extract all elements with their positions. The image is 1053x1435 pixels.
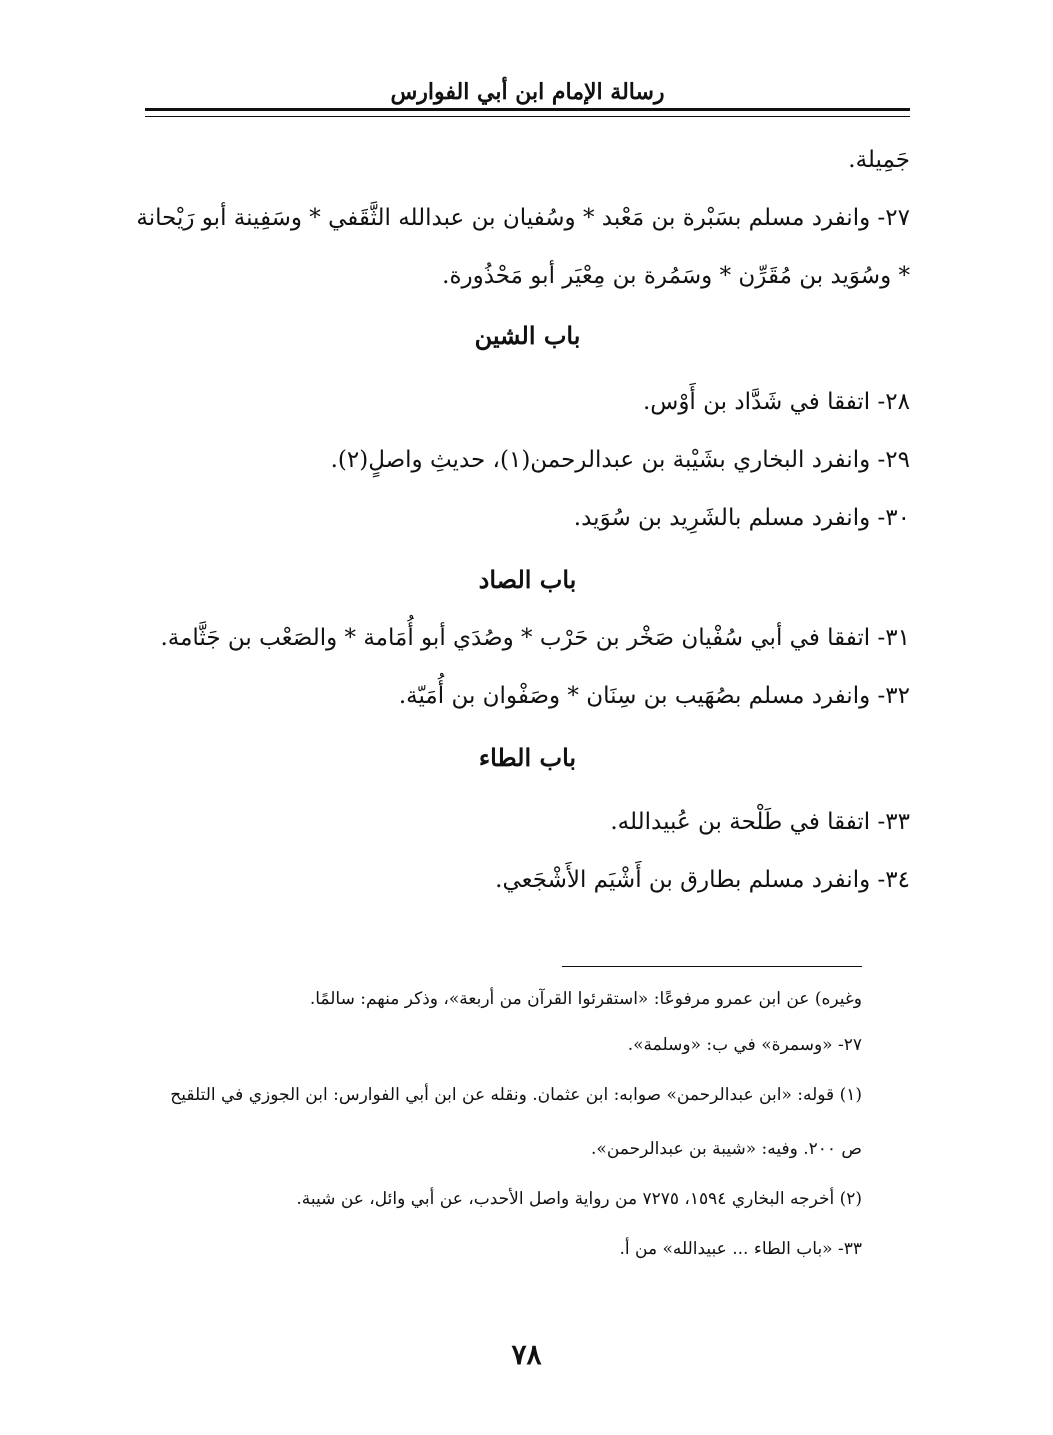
text-line: ٣١- اتفقا في أبي سُفْيان صَخْر بن حَرْب * وصُدَي أبو أُمَامة * والصَعْب بن جَثَّامة. (160, 625, 910, 651)
section-heading-saad: باب الصاد (478, 565, 577, 594)
header-rule-thick (145, 108, 910, 111)
footnote-separator (562, 966, 862, 967)
footnote-line: ص ٢٠٠. وفيه: «شيبة بن عبدالرحمن». (591, 1139, 862, 1159)
footnote-line: ٣٣- «باب الطاء ... عبيدالله» من أ. (619, 1239, 862, 1259)
text-line: ٣٣- اتفقا في طَلْحة بن عُبيدالله. (610, 809, 910, 835)
header-rule-thin (145, 116, 910, 117)
text-line: ٣٢- وانفرد مسلم بصُهَيب بن سِنَان * وصَفْوان بن أُمَيّة. (398, 683, 910, 709)
text-line: ٣٤- وانفرد مسلم بطارق بن أَشْيَم الأَشْجَعي. (495, 867, 910, 893)
section-heading-taa: باب الطاء (478, 743, 577, 772)
footnote-line: ٢٧- «وسمرة» في ب: «وسلمة». (627, 1035, 862, 1055)
text-line: جَمِيلة. (848, 147, 910, 173)
footnote-line: (٢) أخرجه البخاري ١٥٩٤، ٧٢٧٥ من رواية واصل الأحدب، عن أبي وائل، عن شيبة. (296, 1189, 862, 1209)
page-number: ٧٨ (511, 1338, 542, 1371)
text-line: ٣٠- وانفرد مسلم بالشَرِيد بن سُوَيد. (573, 505, 910, 531)
text-line: * وسُوَيد بن مُقَرِّن * وسَمُرة بن مِعْيَر أبو مَحْذُورة. (442, 263, 910, 289)
footnote-line: وغيره) عن ابن عمرو مرفوعًا: «استقرئوا القرآن من أربعة»، وذكر منهم: سالمًا. (309, 989, 862, 1009)
text-line: ٢٧- وانفرد مسلم بسَبْرة بن مَعْبد * وسُفيان بن عبدالله الثَّقَفي * وسَفِينة أبو رَيْحانة (136, 205, 910, 231)
running-header-title: رسالة الإمام ابن أبي الفوارس (390, 79, 665, 105)
text-line: ٢٨- اتفقا في شَدَّاد بن أَوْس. (642, 389, 910, 415)
section-heading-sheen: باب الشين (474, 321, 581, 350)
text-line: ٢٩- وانفرد البخاري بشَيْبة بن عبدالرحمن(١)، حديثِ واصلٍ(٢). (330, 447, 910, 473)
footnote-line: (١) قوله: «ابن عبدالرحمن» صوابه: ابن عثمان. ونقله عن ابن أبي الفوارس: ابن الجوزي في التلقيح (170, 1085, 862, 1105)
